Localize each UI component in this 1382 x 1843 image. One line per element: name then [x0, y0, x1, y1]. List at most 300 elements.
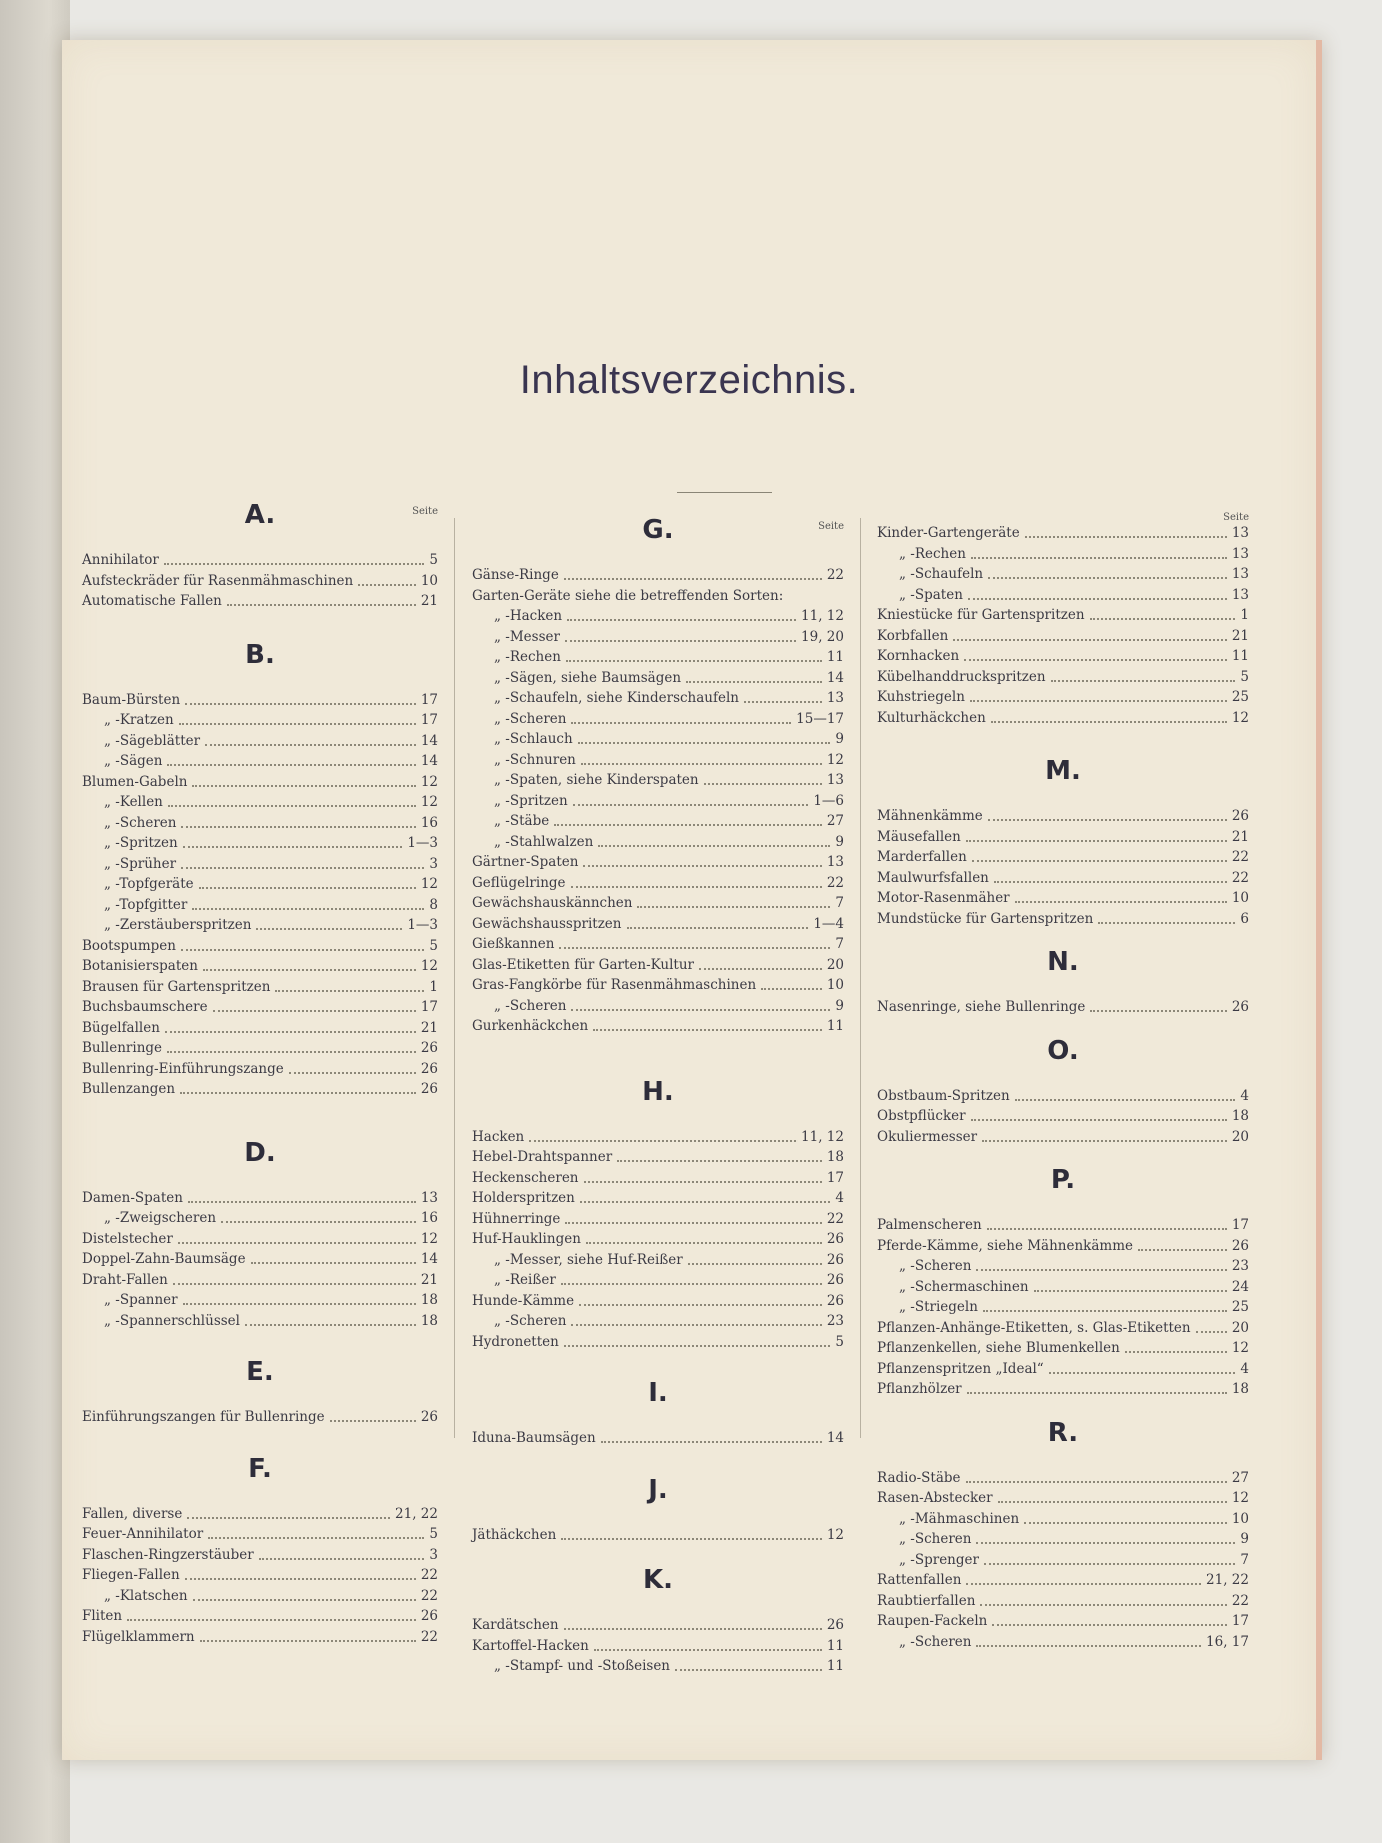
index-entry: [82, 571, 438, 592]
entry-label: „ -Zweigscheren: [104, 1210, 217, 1226]
dot-leader: [1015, 901, 1227, 903]
entry-label: Flaschen-Ringzerstäuber: [82, 1546, 254, 1563]
entry-label: „ -Spaten: [899, 586, 963, 603]
entry-label: Raupen-Fackeln: [877, 1613, 988, 1629]
dot-leader: [594, 1649, 822, 1651]
entry-page-number: 17: [420, 999, 438, 1015]
entry-page-number: 9: [835, 731, 844, 747]
dot-leader: [991, 721, 1227, 723]
entry-page-number: 18: [420, 1292, 438, 1308]
entry-page-number: 12: [826, 751, 844, 768]
entry-label: „ -Schaufeln, siehe Kinderschaufeln: [494, 690, 739, 706]
section-letter: E.: [246, 1357, 274, 1387]
dot-leader: [185, 703, 416, 705]
entry-page-number: 27: [826, 813, 844, 829]
index-section: [472, 515, 844, 1037]
index-entry: [472, 975, 844, 996]
entry-label: Korbfallen: [877, 627, 949, 644]
entry-label: Hühnerringe: [472, 1210, 561, 1227]
entry-label: Huf-Hauklingen: [472, 1231, 581, 1247]
index-entry: [877, 1086, 1249, 1107]
index-entry: [877, 1127, 1249, 1148]
index-entry: [82, 1208, 438, 1229]
entry-label: Kuhstriegeln: [877, 689, 965, 705]
dot-leader: [598, 845, 830, 847]
entry-page-number: 1—3: [407, 835, 438, 851]
dot-leader: [1024, 1522, 1227, 1524]
dot-leader: [1138, 1249, 1227, 1251]
index-entry: [82, 1407, 438, 1428]
entry-page-number: 22: [1231, 1592, 1249, 1609]
index-entry: [82, 854, 438, 875]
entry-page-number: 15—17: [796, 710, 844, 727]
dot-leader: [992, 1624, 1226, 1626]
entry-page-number: 1—6: [813, 792, 844, 809]
entry-label: Heckenscheren: [472, 1169, 579, 1186]
entry-label: Garten-Geräte siehe die betreffenden Sorten:: [472, 587, 784, 604]
entry-label: Raubtierfallen: [877, 1592, 976, 1609]
entry-page-number: 7: [835, 936, 844, 952]
entry-label: „ -Striegeln: [899, 1299, 978, 1315]
entry-label: Blumen-Gabeln: [82, 773, 188, 790]
index-entry: [82, 1545, 438, 1566]
entry-label: „ -Klatschen: [104, 1587, 188, 1604]
section-letter: M.: [1045, 756, 1081, 786]
entry-label: „ -Messer, siehe Huf-Reißer: [494, 1251, 683, 1268]
entry-label: Fliten: [82, 1608, 123, 1624]
dot-leader: [567, 619, 796, 621]
entry-page-number: 5: [429, 937, 438, 954]
index-entry: [472, 729, 844, 750]
index-entry: [877, 888, 1249, 909]
entry-page-number: 27: [1231, 1469, 1249, 1486]
index-entry: [472, 811, 844, 832]
index-entry: [877, 1277, 1249, 1298]
index-section: [877, 947, 1249, 1018]
entry-page-number: 23: [1231, 1258, 1249, 1274]
index-entry: [877, 1215, 1249, 1236]
entry-label: „ -Hacken: [494, 608, 563, 624]
entry-page-number: 11: [1231, 648, 1249, 664]
entry-label: „ -Messer: [494, 628, 560, 645]
index-entry: [472, 750, 844, 771]
dot-leader: [1090, 1010, 1226, 1012]
index-entry: [877, 1256, 1249, 1277]
dot-leader: [971, 1119, 1227, 1121]
dot-leader: [529, 1140, 796, 1142]
entry-page-number: 12: [420, 1230, 438, 1247]
section-letter: B.: [245, 639, 275, 670]
dot-leader: [165, 1031, 416, 1033]
index-entry: [877, 1236, 1249, 1257]
dot-leader: [704, 783, 822, 785]
section-letter: P.: [1050, 1165, 1076, 1195]
entry-page-number: 5: [1240, 668, 1249, 685]
index-entry: [472, 1168, 844, 1189]
entry-page-number: 21: [1231, 828, 1249, 845]
entry-label: Pflanzhölzer: [877, 1381, 962, 1397]
dot-leader: [179, 723, 416, 725]
entry-label: Hydronetten: [472, 1333, 559, 1350]
background-left-edge: [0, 0, 70, 1843]
entry-label: Kübelhanddruckspritzen: [877, 668, 1046, 685]
entry-label: Pflanzen-Anhänge-Etiketten, s. Glas-Etiketten: [877, 1319, 1191, 1336]
entry-page-number: 26: [1231, 1237, 1249, 1254]
index-entry: [82, 1290, 438, 1311]
entry-label: Baum-Bürsten: [82, 691, 181, 708]
dot-leader: [566, 660, 822, 662]
dot-leader: [966, 840, 1227, 842]
entry-label: „ -Sprüher: [104, 855, 177, 872]
dot-leader: [601, 1441, 822, 1443]
dot-leader: [564, 1628, 822, 1630]
entry-page-number: 17: [1231, 1217, 1249, 1233]
entry-page-number: 26: [826, 1251, 844, 1268]
entry-label: Okuliermesser: [877, 1128, 978, 1145]
entry-page-number: 3: [429, 855, 438, 872]
index-section: [472, 1565, 844, 1677]
index-entry: [877, 1359, 1249, 1380]
entry-page-number: 9: [835, 997, 844, 1014]
entry-label: „ -Topfgeräte: [104, 876, 194, 892]
entry-label: Flügelklammern: [82, 1628, 195, 1645]
entry-page-number: 22: [826, 874, 844, 891]
dot-leader: [998, 1501, 1227, 1503]
index-entry: [82, 1586, 438, 1607]
entry-label: Motor-Rasenmäher: [877, 890, 1010, 906]
index-entry: [877, 1379, 1249, 1400]
dot-leader: [994, 881, 1227, 883]
index-entry: [82, 1038, 438, 1059]
entry-label: „ -Scheren: [899, 1633, 972, 1650]
entry-page-number: 12: [420, 958, 438, 974]
entry-label: „ -Scheren: [494, 1313, 567, 1329]
entry-label: Mäusefallen: [877, 828, 961, 845]
section-letter: J.: [648, 1474, 668, 1505]
entry-page-number: 25: [1231, 1299, 1249, 1315]
dot-leader: [227, 604, 416, 606]
entry-label: Kinder-Gartengeräte: [877, 525, 1020, 541]
dot-leader: [203, 969, 416, 971]
column-divider-2: [860, 518, 861, 1438]
dot-leader: [571, 1009, 830, 1011]
dot-leader: [675, 1669, 822, 1671]
entry-label: Bootspumpen: [82, 937, 176, 954]
entry-page-number: 12: [420, 773, 438, 790]
dot-leader: [199, 887, 416, 889]
entry-page-number: 4: [1240, 1360, 1249, 1377]
dot-leader: [988, 577, 1227, 579]
entry-page-number: 22: [420, 1567, 438, 1583]
index-entry: [877, 1318, 1249, 1339]
dot-leader: [953, 639, 1227, 641]
dot-leader: [178, 1242, 416, 1244]
entry-page-number: 21: [420, 593, 438, 609]
index-entry: [877, 708, 1249, 729]
index-entry: [472, 1229, 844, 1250]
entry-page-number: 1: [429, 978, 438, 995]
index-section: [877, 512, 1249, 728]
index-entry: [82, 731, 438, 752]
entry-page-number: 22: [420, 1587, 438, 1604]
entry-label: „ -Scheren: [899, 1258, 972, 1274]
entry-page-number: 26: [420, 1060, 438, 1077]
entry-label: Glas-Etiketten für Garten-Kultur: [472, 956, 694, 973]
index-entry: [82, 1606, 438, 1627]
entry-page-number: 26: [826, 1231, 844, 1247]
entry-label: Iduna-Baumsägen: [472, 1430, 596, 1446]
index-entry: [82, 591, 438, 612]
section-letter: R.: [1047, 1417, 1079, 1448]
index-entry: [877, 909, 1249, 930]
index-entry: [472, 606, 844, 627]
entry-page-number: 26: [826, 1272, 844, 1288]
entry-page-number: 3: [429, 1546, 438, 1563]
entry-page-number: 26: [420, 1608, 438, 1624]
index-entry: [877, 806, 1249, 827]
entry-label: Pflanzenspritzen „Ideal“: [877, 1360, 1044, 1377]
index-entry: [877, 585, 1249, 606]
section-letter: O.: [1047, 1035, 1079, 1066]
dot-leader: [967, 1392, 1227, 1394]
index-entry: [877, 827, 1249, 848]
entry-page-number: 8: [429, 896, 438, 913]
entry-page-number: 4: [835, 1190, 844, 1206]
index-entry: [877, 1529, 1249, 1550]
index-entry: [877, 1488, 1249, 1509]
index-entry: [472, 1270, 844, 1291]
dot-leader: [688, 1263, 822, 1265]
entry-page-number: 26: [420, 1409, 438, 1425]
index-section: [472, 1077, 844, 1353]
entry-page-number: 5: [835, 1333, 844, 1350]
dot-leader: [192, 908, 424, 910]
entry-label: Bullenring-Einführungszange: [82, 1060, 284, 1077]
entry-page-number: 11: [826, 1637, 844, 1654]
dot-leader: [173, 1283, 416, 1285]
entry-label: „ -Topfgitter: [104, 896, 188, 913]
dot-leader: [181, 949, 424, 951]
entry-page-number: 10: [1231, 1510, 1249, 1527]
dot-leader: [168, 805, 416, 807]
page-column-header: Seite: [412, 506, 438, 517]
column-divider-1: [454, 518, 455, 1438]
dot-leader: [1098, 922, 1235, 924]
entry-page-number: 17: [420, 691, 438, 708]
index-entry: [877, 626, 1249, 647]
entry-page-number: 16: [420, 814, 438, 831]
entry-label: Brausen für Gartenspritzen: [82, 978, 271, 995]
page-column-header: Seite: [818, 521, 844, 532]
entry-page-number: 9: [835, 833, 844, 850]
entry-page-number: 17: [420, 712, 438, 728]
index-entry: [472, 1656, 844, 1677]
entry-page-number: 13: [826, 854, 844, 870]
index-entry: [82, 1079, 438, 1100]
dot-leader: [571, 722, 791, 724]
index-entry: [82, 874, 438, 895]
index-entry: [82, 1524, 438, 1545]
entry-page-number: 21: [420, 1271, 438, 1288]
entry-label: Kardätschen: [472, 1617, 559, 1633]
index-entry: [877, 1106, 1249, 1127]
entry-page-number: 11, 12: [801, 1128, 844, 1145]
entry-label: Kornhacken: [877, 648, 960, 664]
dot-leader: [181, 867, 424, 869]
dot-leader: [966, 1481, 1227, 1483]
dot-leader: [289, 1072, 416, 1074]
dot-leader: [593, 1029, 822, 1031]
index-entry: [82, 936, 438, 957]
index-entry: [472, 996, 844, 1017]
entry-label: Gras-Fangkörbe für Rasenmähmaschinen: [472, 977, 757, 993]
dot-leader: [1049, 1372, 1236, 1374]
entry-label: Gärtner-Spaten: [472, 854, 579, 870]
dot-leader: [584, 1181, 822, 1183]
entry-page-number: 1—3: [407, 917, 438, 933]
entry-label: „ -Reißer: [494, 1272, 556, 1288]
dot-leader: [180, 1092, 416, 1094]
index-entry: [82, 1249, 438, 1270]
entry-page-number: 24: [1231, 1278, 1249, 1295]
entry-label: Kartoffel-Hacken: [472, 1637, 589, 1654]
index-entry: [472, 565, 844, 586]
entry-label: „ -Spannerschlüssel: [104, 1312, 240, 1329]
entry-page-number: 23: [826, 1313, 844, 1329]
entry-label: Doppel-Zahn-Baumsäge: [82, 1251, 246, 1267]
dot-leader: [573, 804, 809, 806]
index-entry: [82, 833, 438, 854]
index-entry: [472, 1127, 844, 1148]
entry-label: „ -Stahlwalzen: [494, 833, 594, 850]
entry-page-number: 13: [420, 1189, 438, 1206]
index-page: [62, 40, 1322, 1760]
index-entry: [472, 1615, 844, 1636]
entry-page-number: 20: [1231, 1128, 1249, 1145]
entry-page-number: 20: [1231, 1319, 1249, 1336]
entry-page-number: 16: [420, 1210, 438, 1226]
dot-leader: [561, 1538, 822, 1540]
entry-label: „ -Rechen: [899, 545, 966, 562]
dot-leader: [586, 1242, 822, 1244]
entry-label: Einführungszangen für Bullenringe: [82, 1409, 325, 1425]
entry-label: Botanisierspaten: [82, 958, 198, 974]
page-title: Inhaltsverzeichnis.: [519, 358, 859, 402]
entry-label: „ -Stäbe: [494, 813, 550, 829]
entry-label: Feuer-Annihilator: [82, 1526, 204, 1542]
entry-page-number: 12: [1231, 1490, 1249, 1506]
entry-page-number: 18: [1231, 1381, 1249, 1397]
index-entry: [82, 550, 438, 571]
dot-leader: [976, 1542, 1235, 1544]
dot-leader: [980, 1604, 1226, 1606]
section-letter: K.: [642, 1565, 674, 1595]
index-entry: [472, 1428, 844, 1449]
entry-page-number: 21, 22: [395, 1505, 438, 1522]
entry-page-number: 11: [826, 1018, 844, 1034]
entry-page-number: 22: [1231, 849, 1249, 865]
entry-page-number: 14: [420, 1251, 438, 1267]
dot-leader: [565, 640, 796, 642]
entry-label: Hunde-Kämme: [472, 1292, 575, 1309]
entry-label: Palmenscheren: [877, 1217, 982, 1233]
dot-leader: [686, 681, 822, 683]
dot-leader: [1034, 1290, 1227, 1292]
entry-page-number: 18: [826, 1149, 844, 1165]
entry-page-number: 12: [1231, 709, 1249, 726]
entry-label: Maulwurfsfallen: [877, 869, 989, 886]
dot-leader: [968, 598, 1227, 600]
entry-label: Rasen-Abstecker: [877, 1490, 993, 1506]
dot-leader: [275, 990, 424, 992]
index-section: [472, 1475, 844, 1546]
entry-label: Obstpflücker: [877, 1108, 966, 1124]
index-entry: [877, 1611, 1249, 1632]
index-entry: [472, 647, 844, 668]
index-entry: [877, 1570, 1249, 1591]
entry-page-number: 21: [420, 1019, 438, 1036]
dot-leader: [564, 1345, 831, 1347]
entry-page-number: 22: [826, 567, 844, 583]
index-entry: [472, 1209, 844, 1230]
index-entry: [82, 1229, 438, 1250]
entry-label: Gewächshausspritzen: [472, 915, 622, 932]
entry-page-number: 17: [1231, 1613, 1249, 1629]
dot-leader: [964, 659, 1227, 661]
dot-leader: [193, 1599, 416, 1601]
index-section: [472, 1378, 844, 1449]
entry-label: Bullenzangen: [82, 1081, 176, 1097]
entry-label: Damen-Spaten: [82, 1189, 183, 1206]
index-entry: [472, 914, 844, 935]
index-entry: [472, 688, 844, 709]
index-entry: [82, 1059, 438, 1080]
entry-label: Gießkannen: [472, 936, 555, 952]
dot-leader: [983, 1310, 1227, 1312]
dot-leader: [617, 1160, 822, 1162]
entry-page-number: 14: [826, 669, 844, 686]
entry-label: Annihilator: [82, 552, 159, 568]
entry-page-number: 10: [1231, 890, 1249, 906]
index-entry: [472, 627, 844, 648]
entry-label: „ -Rechen: [494, 649, 561, 665]
entry-label: Geflügelringe: [472, 874, 566, 891]
entry-label: „ -Schlauch: [494, 731, 573, 747]
index-entry: [877, 564, 1249, 585]
entry-page-number: 26: [1231, 999, 1249, 1015]
entry-label: „ -Scheren: [494, 710, 567, 727]
entry-label: „ -Scheren: [899, 1531, 972, 1547]
index-entry: [472, 873, 844, 894]
index-entry: [877, 646, 1249, 667]
entry-page-number: 12: [420, 794, 438, 810]
index-entry: [877, 868, 1249, 889]
dot-leader: [987, 1228, 1227, 1230]
index-entry: [472, 1636, 844, 1657]
index-entry: [472, 709, 844, 730]
dot-leader: [561, 1283, 822, 1285]
dot-leader: [1196, 1331, 1227, 1333]
index-entry: [82, 1504, 438, 1525]
entry-page-number: 5: [429, 552, 438, 568]
index-entry: [82, 751, 438, 772]
dot-leader: [205, 744, 416, 746]
entry-page-number: 4: [1240, 1087, 1249, 1104]
entry-label: Buchsbaumschere: [82, 999, 208, 1015]
index-section: [82, 640, 438, 1100]
index-entry: [877, 687, 1249, 708]
entry-page-number: 12: [420, 876, 438, 892]
